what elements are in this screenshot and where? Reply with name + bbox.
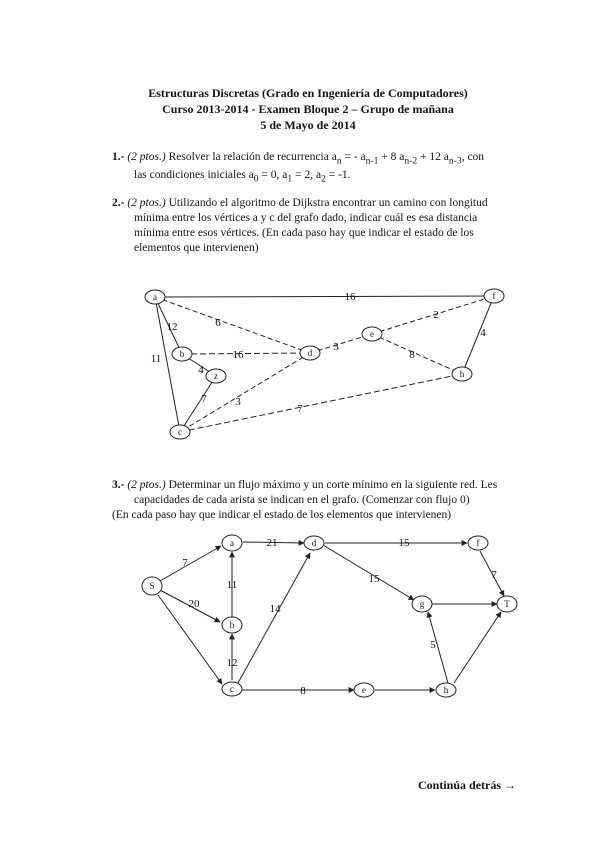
continue-text: Continúa [418,778,467,792]
question-3-line: Determinar un flujo máximo y un corte mínimo en la siguiente red. Les [168,479,498,491]
question-1-points: (2 ptos.) [127,151,166,163]
sub-2: 2 [321,173,326,185]
rec-part: , con [461,151,485,163]
rec-part: + 8 a [378,151,405,163]
vertex-label: b [179,349,185,359]
vertex-label: e [370,329,374,339]
vertex-label: z [214,371,218,381]
vertex-label: h [459,369,465,379]
question-2-line: elementos que intervienen) [134,242,259,254]
vertex-label: a [153,292,157,302]
edge-weight: 16 [344,291,356,303]
question-3-line: capacidades de cada arista se indican en el grafo. (Comenzar con flujo 0) [134,494,470,506]
exam-date: 5 de Mayo de 2014 [260,118,356,132]
sub-n: n [336,155,342,167]
exam-course: Curso 2013-2014 - Examen Bloque 2 – Grupo de mañana [162,102,454,116]
question-1-number: 1.- [112,151,125,163]
edge-weight: 11 [150,353,162,365]
vertex-label: f [492,291,496,301]
cond-part: = 2, a [292,169,322,182]
edge-weight: 3 [333,341,339,353]
vertex-label: T [504,599,510,609]
question-1-text: Resolver la relación de recurrencia a [168,151,337,163]
sub-n3: n-3 [448,155,462,167]
sub-1: 1 [287,173,293,185]
vertex-label: c [230,684,234,694]
cond-part: = -1. [325,169,351,182]
vertex-label: b [229,620,235,630]
vertex-label: S [149,581,155,591]
question-2-line: mínima entre los vértices a y c del grafo dado, indicar cuál es esa distancia [134,212,478,224]
rec-part: = - a [341,151,366,163]
edge-S-a [160,546,221,581]
capacity: 15 [368,573,380,585]
vertex-label: g [419,599,425,609]
edge-weight: 7 [297,403,303,415]
sub-n2: n-2 [404,155,418,167]
capacity: 11 [226,579,238,591]
capacity: 8 [300,685,306,697]
edge-weight: 4 [480,327,486,339]
capacity: 5 [430,639,436,651]
capacity: 7 [182,557,188,569]
cond-part: = 0, a [258,169,288,182]
initial-conditions: las condiciones iniciales a [134,169,254,182]
question-3-line: (En cada paso hay que indicar el estado de los elementos que intervienen) [112,509,452,521]
question-2-line: Utilizando el algoritmo de Dijkstra encontrar un camino con longitud [168,197,488,209]
question-3-number: 3.- [112,479,125,491]
edge-weight: 3 [235,396,241,408]
edge-weight: 6 [215,317,221,329]
exam-title: Estructuras Discretas (Grado en Ingeniería de Computadores) [148,86,468,100]
edge-weight: 2 [433,309,439,321]
vertex-label: d [307,348,313,358]
question-2-number: 2.- [112,197,125,209]
vertex-label: h [443,685,449,695]
sub-0: 0 [253,173,259,185]
capacity: 15 [398,537,410,549]
question-2-line: mínima entre esos vértices. (En cada paso hay que indicar el estado de los [134,227,474,239]
capacity: 20 [188,598,200,610]
vertex-label: d [311,538,317,548]
capacity: 21 [266,537,278,549]
vertex-label: f [476,538,480,548]
capacity: 7 [491,569,497,581]
capacity: 12 [226,657,238,669]
right-arrow-icon: → [504,778,517,792]
continue-note [418,778,516,793]
vertex-label: a [230,538,234,548]
edge-c-d [238,553,310,683]
edge-weight: 4 [198,364,204,376]
question-3-points: (2 ptos.) [127,479,166,491]
edge-weight: 12 [166,321,178,333]
vertex-label: c [178,427,182,437]
capacity: 14 [269,603,281,615]
sub-n1: n-1 [365,155,379,167]
edge-weight: 16 [232,349,244,361]
edge-h-T [454,612,501,683]
edge-weight: 8 [409,349,415,361]
edge-weight: 7 [201,393,207,405]
vertex-label: e [362,685,366,695]
question-2-points: (2 ptos.) [127,197,166,209]
rec-part: + 12 a [417,151,449,163]
continue-back-text: detrás [469,778,502,792]
